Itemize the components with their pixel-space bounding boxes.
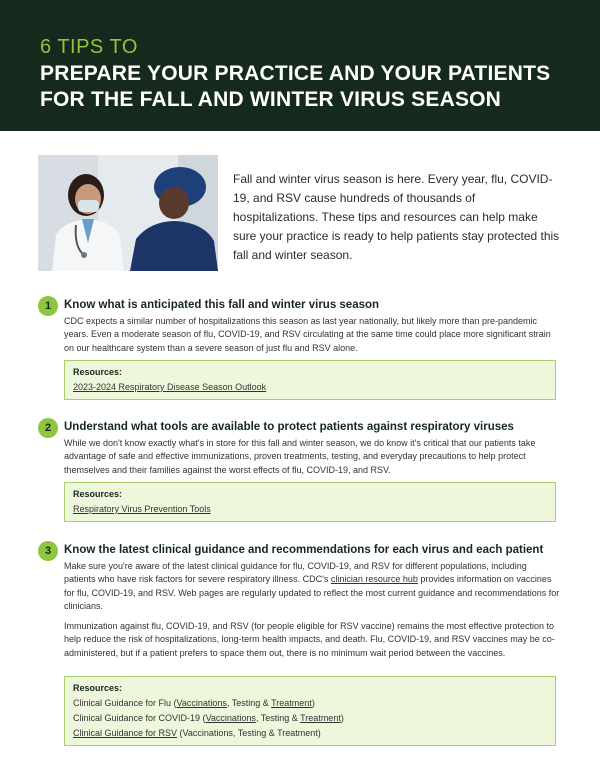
text-segment: Clinical Guidance for Flu (	[73, 698, 177, 708]
tip-title: Know the latest clinical guidance and recommendations for each virus and each patient	[64, 544, 544, 556]
kicker-text: 6 TIPS TO	[40, 36, 138, 58]
tip-number-badge: 1	[38, 296, 58, 316]
text-segment: , Testing &	[226, 698, 272, 708]
text-segment: (Vaccinations, Testing & Treatment)	[177, 728, 321, 738]
resources-box	[64, 676, 556, 746]
tip-body	[64, 315, 560, 355]
text-segment: )	[311, 698, 315, 708]
tip-number-badge: 2	[38, 418, 58, 438]
resources-heading: Resources:	[73, 489, 123, 499]
tip-number-badge: 3	[38, 541, 58, 561]
text-segment: Clinical Guidance for COVID-19 (	[73, 713, 206, 723]
resources-heading: Resources:	[73, 367, 123, 377]
resource-line-covid	[73, 711, 547, 726]
tip-body	[64, 437, 560, 477]
text-segment: Make sure you're aware of the latest clinical guidance for flu, COVID-19, and RSV for different populations, including patients who have risk factors for severe respiratory illness. CDC's	[64, 561, 527, 585]
tip-paragraph	[64, 560, 560, 613]
resources-box	[64, 360, 556, 400]
text-segment: , Testing &	[255, 713, 301, 723]
clinician-resource-hub-link[interactable]: clinician resource hub	[330, 574, 418, 585]
header-banner	[0, 0, 600, 131]
tip-paragraph: Immunization against flu, COVID-19, and RSV (for people eligible for RSV vaccine) remains the most effective protection to help reduce the risk of hospitalizations, long-term health impacts, and death. Flu, COVID-19, and RSV vaccines may be co-administered, but if a patient prefers to space them out, there is no minimum wait period between the vaccines.	[64, 621, 555, 658]
rsv-guidance-link[interactable]: Clinical Guidance for RSV	[73, 728, 178, 738]
tip-title: Know what is anticipated this fall and winter virus season	[64, 299, 380, 311]
tip-paragraph: While we don't know exactly what's in store for this fall and winter season, we do know it's critical that our patients take advantage of safe and effective immunizations, proven treatments, testing, and everyday precautions to help protect themselves and their families against the worst effects of flu, COVID-19, and RSV.	[64, 438, 536, 475]
tip-body	[64, 560, 560, 660]
covid-vaccinations-link[interactable]: Vaccinations	[205, 713, 256, 723]
tip-title: Understand what tools are available to protect patients against respiratory viruses	[64, 421, 514, 433]
flu-treatment-link[interactable]: Treatment	[271, 698, 312, 708]
text-segment: )	[340, 713, 344, 723]
text-segment: provides information on vaccines for flu, COVID-19, and RSV. Web pages are regularly updated to reflect the most current guidance and recommendations for clinicians.	[64, 574, 560, 611]
resource-link-season-outlook[interactable]: 2023-2024 Respiratory Disease Season Outlook	[73, 382, 267, 392]
intro-paragraph: Fall and winter virus season is here. Every year, flu, COVID-19, and RSV cause hundreds of thousands of hospitalizations. These tips and resources can help make sure your practice is ready to help patients stay protected this fall and winter season.	[233, 172, 560, 262]
doctor-patient-illustration	[38, 155, 218, 271]
resource-line-flu	[73, 696, 547, 711]
tip-paragraph: CDC expects a similar number of hospitalizations this season as last year nationally, but likely more than pre-pandemic years. Even a moderate season of flu, COVID-19, and RSV circulating at the same time could place more significant strain on our healthcare system than a severe season of just flu and RSV alone.	[64, 316, 551, 353]
resources-heading: Resources:	[73, 683, 123, 693]
resources-box	[64, 482, 556, 522]
resource-link-prevention-tools[interactable]: Respiratory Virus Prevention Tools	[73, 504, 211, 514]
page-title: PREPARE YOUR PRACTICE AND YOUR PATIENTS FOR THE FALL AND WINTER VIRUS SEASON	[40, 62, 551, 111]
covid-treatment-link[interactable]: Treatment	[300, 713, 341, 723]
resource-line-rsv	[73, 726, 547, 741]
flu-vaccinations-link[interactable]: Vaccinations	[176, 698, 227, 708]
doctor-patient-photo	[38, 155, 218, 271]
